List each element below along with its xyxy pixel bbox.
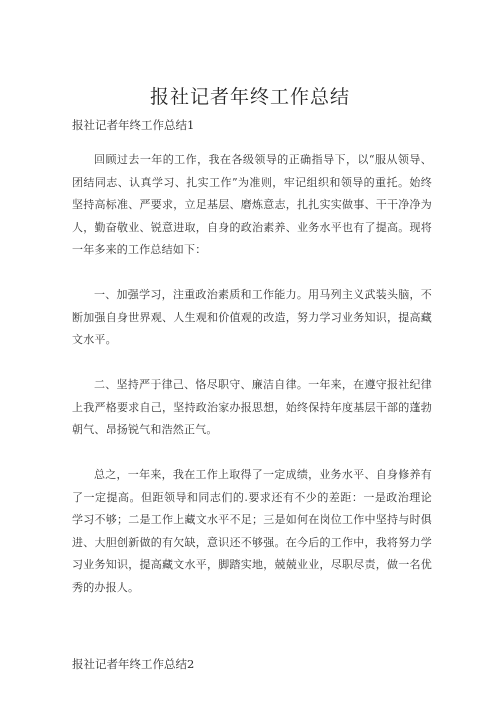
paragraph-summary: 总之，一年来，我在工作上取得了一定成绩，业务水平、自身修养有了一定提高。但距领导和同志们的.要求还有不少的差距：一是政治理论学习不够；二是工作上藏文水平不足；三是如何在岗位工作中坚持与时俱进、大胆创新做的有欠缺，意识还不够强。在今后的工作中，我将努力学习业务知识，提高藏文水平，脚踏实地，兢兢业业，尽职尽责，做一名优秀的办报人。 xyxy=(72,468,432,594)
paragraph-intro: 回顾过去一年的工作，我在各级领导的正确指导下，以“服从领导、团结同志、认真学习、扎实工作”为准则，牢记组织和领导的重托。始终坚持高标准、严要求，立足基层、磨炼意志，扎扎实实做事、干干净净为人，勤奋敬业、锐意进取，自身的政治素养、业务水平也有了提高。现将一年多来的工作总结如下： xyxy=(72,153,432,257)
paragraph-study: 一、加强学习，注重政治素质和工作能力。用马列主义武装头脑，不断加强自身世界观、人生观和价值观的改造，努力学习业务知识，提高藏文水平。 xyxy=(72,288,432,347)
section-heading-1: 报社记者年终工作总结1 xyxy=(72,118,195,132)
paragraph-discipline: 二、坚持严于律己、恪尽职守、廉洁自律。一年来，在遵守报社纪律上我严格要求自己，坚持政治家办报思想，始终保持年度基层干部的蓬勃朝气、昂扬锐气和浩然正气。 xyxy=(72,378,432,437)
section-heading-2: 报社记者年终工作总结2 xyxy=(72,657,195,671)
document-title: 报社记者年终工作总结 xyxy=(149,86,350,108)
